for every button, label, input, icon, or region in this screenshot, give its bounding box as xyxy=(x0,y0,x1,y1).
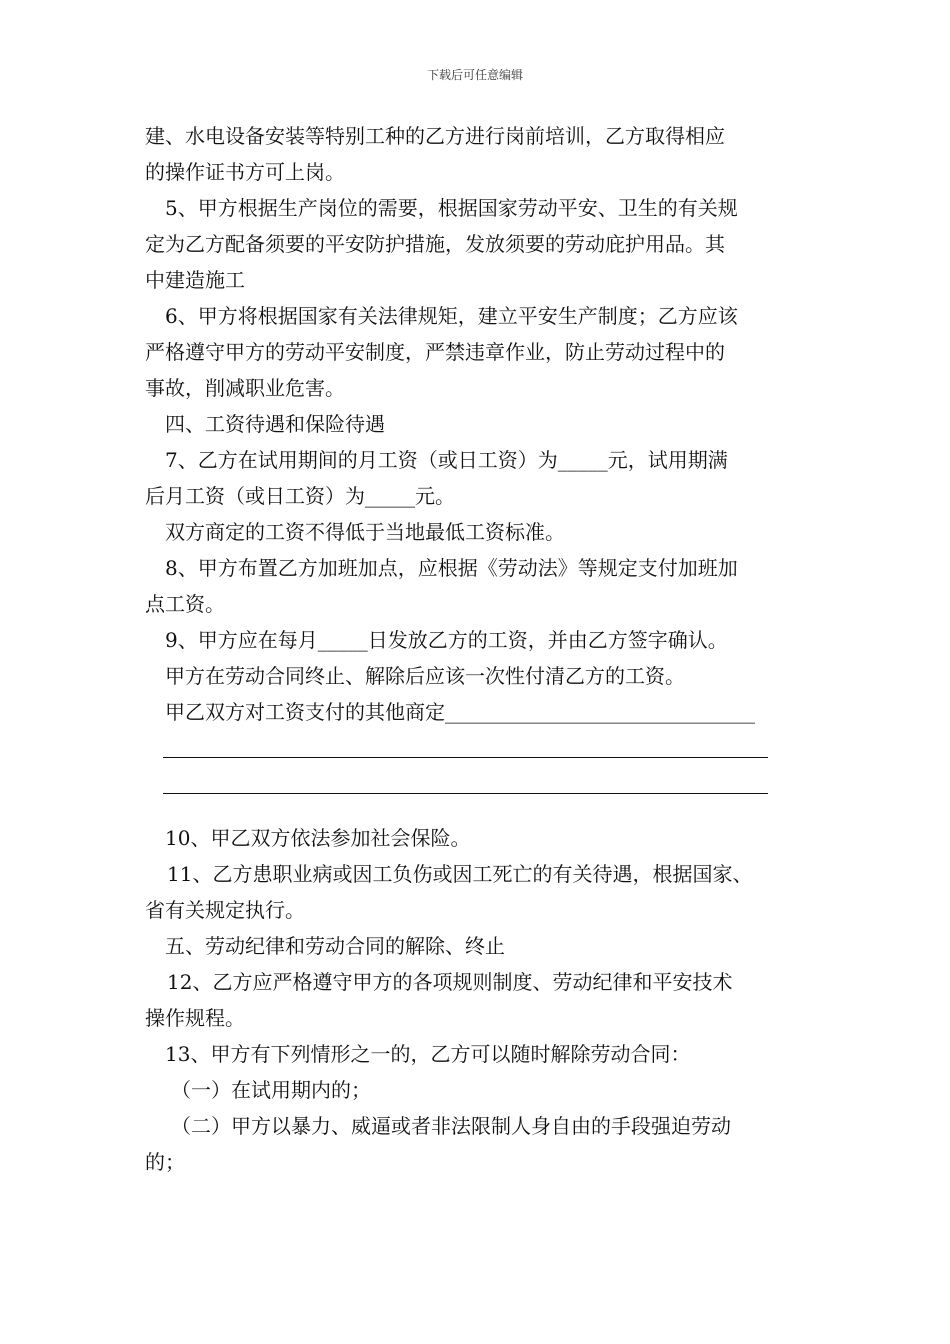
text-line: 双方商定的工资不得低于当地最低工资标准。 xyxy=(165,520,565,544)
text-line: 10、甲乙双方依法参加社会保险。 xyxy=(165,826,471,850)
text-line: 中建造施工 xyxy=(145,268,245,292)
text-line: 11、乙方患职业病或因工负伤或因工死亡的有关待遇，根据国家、 xyxy=(167,862,753,886)
text-line: 事故，削减职业危害。 xyxy=(145,376,345,400)
text-line: 的操作证书方可上岗。 xyxy=(145,160,345,184)
text-line: 严格遵守甲方的劳动平安制度，严禁违章作业，防止劳动过程中的 xyxy=(145,340,725,364)
blank-fill-line xyxy=(163,758,768,794)
text-line: （二）甲方以暴力、威逼或者非法限制人身自由的手段强迫劳动 xyxy=(171,1114,731,1138)
text-line: 点工资。 xyxy=(145,592,225,616)
text-line: 5、甲方根据生产岗位的需要，根据国家劳动平安、卫生的有关规 xyxy=(165,196,738,220)
text-line: 四、工资待遇和保险待遇 xyxy=(165,412,385,436)
text-line: 操作规程。 xyxy=(145,1006,245,1030)
text-line: 9、甲方应在每月_____日发放乙方的工资，并由乙方签字确认。 xyxy=(165,628,728,652)
page-header: 下载后可任意编辑 xyxy=(426,68,523,82)
text-line: 6、甲方将根据国家有关法律规矩，建立平安生产制度；乙方应该 xyxy=(165,304,738,328)
text-line: 12、乙方应严格遵守甲方的各项规则制度、劳动纪律和平安技术 xyxy=(167,970,733,994)
document-body xyxy=(145,118,825,1180)
text-line: 五、劳动纪律和劳动合同的解除、终止 xyxy=(165,934,505,958)
blank-fill-line xyxy=(163,722,768,758)
text-line: 省有关规定执行。 xyxy=(145,898,305,922)
text-line: 13、甲方有下列情形之一的，乙方可以随时解除劳动合同： xyxy=(165,1042,691,1066)
text-line: 甲方在劳动合同终止、解除后应该一次性付清乙方的工资。 xyxy=(165,664,685,688)
text-line: 建、水电设备安装等特别工种的乙方进行岗前培训，乙方取得相应 xyxy=(145,124,725,148)
text-line: 8、甲方布置乙方加班加点，应根据《劳动法》等规定支付加班加 xyxy=(165,556,738,580)
text-line: 的； xyxy=(145,1150,185,1174)
text-line: 7、乙方在试用期间的月工资（或日工资）为_____元，试用期满 xyxy=(165,448,728,472)
text-line: 甲乙双方对工资支付的其他商定_______________________________ xyxy=(165,700,755,724)
text-line: （一）在试用期内的； xyxy=(171,1078,371,1102)
paragraph-gap xyxy=(145,802,825,820)
text-line: 后月工资（或日工资）为_____元。 xyxy=(145,484,455,508)
text-line: 定为乙方配备须要的平安防护措施，发放须要的劳动庇护用品。其 xyxy=(145,232,725,256)
